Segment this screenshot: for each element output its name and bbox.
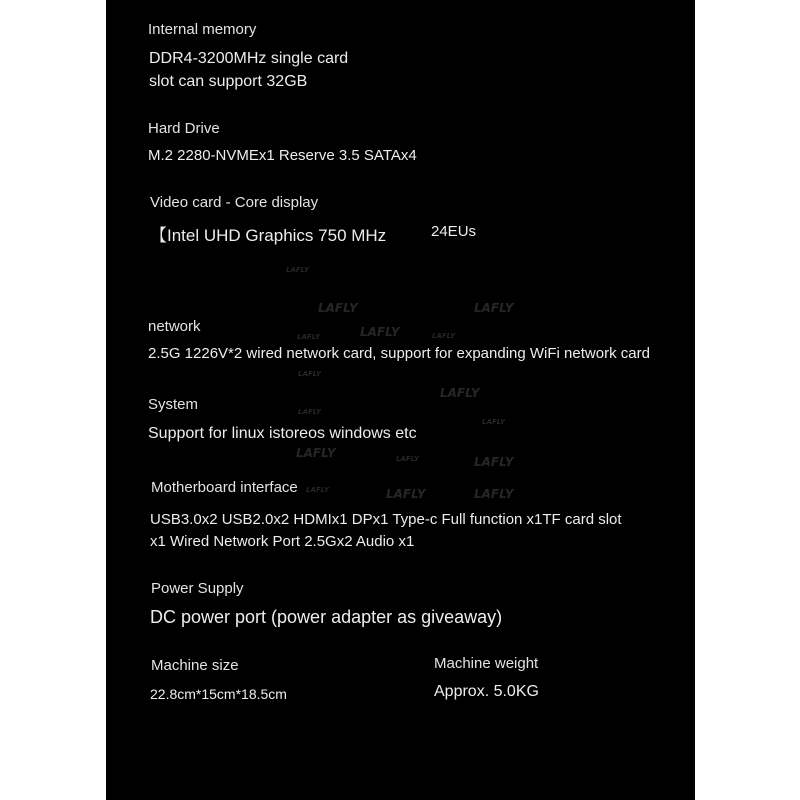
watermark-logo: LAFLY: [396, 455, 420, 463]
watermark-logo: LAFLY: [432, 332, 456, 340]
power-supply-value: DC power port (power adapter as giveaway): [150, 607, 503, 627]
watermark-logo: LAFLY: [440, 386, 480, 400]
network-value: 2.5G 1226V*2 wired network card, support for expanding WiFi network card: [148, 345, 650, 362]
watermark-logo: LAFLY: [298, 408, 322, 416]
machine-weight-label: Machine weight: [434, 655, 539, 672]
watermark-logo: LAFLY: [474, 487, 514, 501]
watermark-logo: LAFLY: [296, 446, 336, 460]
power-supply-label: Power Supply: [151, 580, 244, 597]
internal-memory-value-line2: slot can support 32GB: [149, 73, 308, 90]
watermark-logo: LAFLY: [297, 333, 321, 341]
network-label: network: [148, 318, 201, 335]
hard-drive-label: Hard Drive: [148, 120, 220, 137]
machine-size-value: 22.8cm*15cm*18.5cm: [150, 686, 287, 702]
watermark-logo: LAFLY: [318, 301, 358, 315]
system-value: Support for linux istoreos windows etc: [148, 425, 417, 442]
watermark-logo: LAFLY: [306, 486, 330, 494]
watermark-logo: LAFLY: [298, 370, 322, 378]
machine-weight-value: Approx. 5.0KG: [434, 683, 539, 700]
watermark-logo: LAFLY: [474, 455, 514, 469]
watermark-logo: LAFLY: [360, 325, 400, 339]
hard-drive-value: M.2 2280-NVMEx1 Reserve 3.5 SATAx4: [148, 147, 417, 164]
watermark-logo: LAFLY: [474, 301, 514, 315]
motherboard-interface-value-line1: USB3.0x2 USB2.0x2 HDMIx1 DPx1 Type-c Full function x1TF card slot: [150, 511, 622, 528]
internal-memory-label: Internal memory: [148, 21, 257, 38]
internal-memory-value-line1: DDR4-3200MHz single card: [149, 50, 349, 67]
machine-size-label: Machine size: [151, 657, 239, 674]
watermark-logo: LAFLY: [286, 266, 310, 274]
watermark-logo: LAFLY: [482, 418, 506, 426]
spec-panel: [106, 0, 695, 800]
watermark-logo: LAFLY: [386, 487, 426, 501]
video-card-eus: 24EUs: [431, 223, 477, 240]
video-card-label: Video card - Core display: [150, 194, 319, 211]
motherboard-interface-label: Motherboard interface: [151, 479, 298, 496]
motherboard-interface-value-line2: x1 Wired Network Port 2.5Gx2 Audio x1: [150, 533, 415, 550]
system-label: System: [148, 396, 199, 413]
video-card-value: 【Intel UHD Graphics 750 MHz: [150, 226, 387, 245]
